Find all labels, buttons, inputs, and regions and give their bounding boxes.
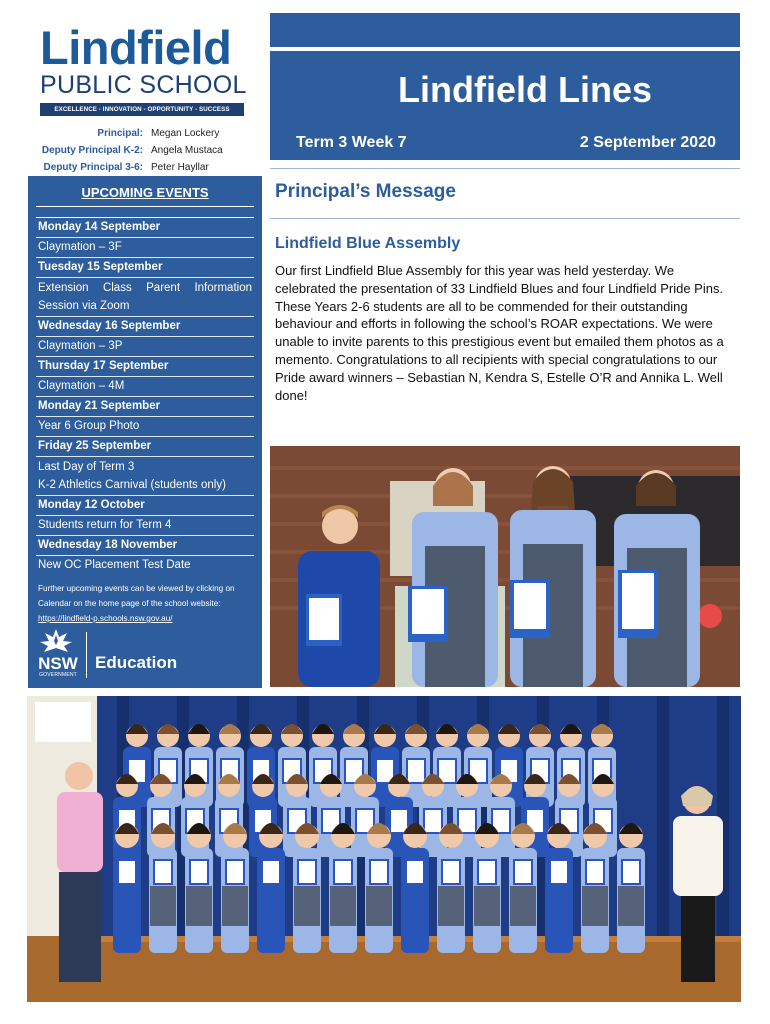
staff-name: Angela Mustaca — [151, 145, 223, 156]
logo-school: PUBLIC SCHOOL — [40, 71, 247, 99]
event-date: Monday 14 September — [36, 218, 254, 238]
event-item: Students return for Term 4 — [36, 516, 254, 536]
event-item-line: K-2 Athletics Carnival (students only) — [38, 479, 226, 491]
event-item-line: Extension Class Parent Information — [38, 282, 252, 294]
nsw-education-logo — [36, 627, 177, 678]
nsw-crest — [36, 627, 80, 678]
event-item: New OC Placement Test Date — [38, 559, 191, 571]
school-logo — [40, 21, 247, 116]
school-website-link[interactable]: https://lindfield-p.schools.nsw.gov.au/ — [38, 614, 173, 623]
event-item: Claymation – 4M — [36, 377, 254, 397]
logo-divider — [86, 632, 87, 678]
event-date: Wednesday 16 September — [36, 317, 254, 337]
staff-name: Megan Lockery — [151, 128, 220, 139]
staff-name: Peter Hayllar — [151, 162, 209, 173]
newsletter-banner — [270, 51, 740, 160]
divider — [270, 218, 740, 219]
staff-role: Principal: — [97, 128, 143, 139]
event-date: Tuesday 15 September — [36, 258, 254, 278]
events-list — [36, 217, 254, 575]
calendar-note-text: Further upcoming events can be viewed by clicking on Calendar on the home page of the school website: — [38, 584, 235, 608]
waratah-icon — [36, 627, 76, 653]
logo-name: Lindfield — [40, 21, 232, 74]
staff-row — [20, 142, 223, 159]
upcoming-events-panel — [28, 176, 262, 688]
government-text: GOVERNMENT — [39, 672, 77, 678]
staff-row — [20, 125, 223, 142]
article-body: Our first Lindfield Blue Assembly for this year was held yesterday. We celebrated the presentation of 33 Lindfield Blues and four Lindfield Pride Pins. These Years 2-6 students are all to be commended for their outstanding behaviour and efforts in following the school’s ROAR expectations. We were unable to invite parents to this prestigious event but emailed them photos as a memento. Congratulations to all recipients with special congratulations to our Pride award winners – Sebastian N, Kendra S, Estelle O’R and Annika L. Well done! — [275, 263, 724, 403]
banner-top-bar — [270, 13, 740, 47]
event-item-line: Last Day of Term 3 — [38, 461, 135, 473]
event-item: Claymation – 3F — [36, 238, 254, 258]
event-date: Friday 25 September — [36, 437, 254, 457]
event-date: Thursday 17 September — [36, 357, 254, 377]
event-date: Wednesday 18 November — [36, 536, 254, 556]
assembly-group-photo — [27, 696, 741, 1002]
event-item — [36, 278, 254, 317]
divider — [36, 206, 254, 207]
upcoming-events-heading: UPCOMING EVENTS — [81, 185, 209, 200]
nsw-text: NSW — [38, 654, 78, 673]
section-heading: Principal’s Message — [275, 181, 456, 202]
event-item — [36, 457, 254, 496]
calendar-note — [36, 581, 254, 626]
term-week: Term 3 Week 7 — [296, 134, 407, 151]
divider — [270, 168, 740, 169]
staff-role: Deputy Principal K-2: — [41, 145, 143, 156]
article-heading: Lindfield Blue Assembly — [275, 235, 461, 252]
staff-row — [20, 159, 223, 176]
logo-tagline: EXCELLENCE - INNOVATION - OPPORTUNITY - SUCCESS — [40, 103, 244, 116]
event-item: Year 6 Group Photo — [36, 417, 254, 437]
staff-role: Deputy Principal 3-6: — [43, 162, 143, 173]
newsletter-title: Lindfield Lines — [397, 69, 652, 110]
event-item: Claymation – 3P — [36, 337, 254, 357]
event-item-line: Session via Zoom — [38, 300, 130, 312]
award-winners-photo — [270, 446, 740, 687]
issue-date: 2 September 2020 — [579, 134, 716, 151]
staff-list — [20, 125, 223, 176]
education-text: Education — [95, 653, 178, 672]
event-date: Monday 12 October — [36, 496, 254, 516]
event-date: Monday 21 September — [36, 397, 254, 417]
